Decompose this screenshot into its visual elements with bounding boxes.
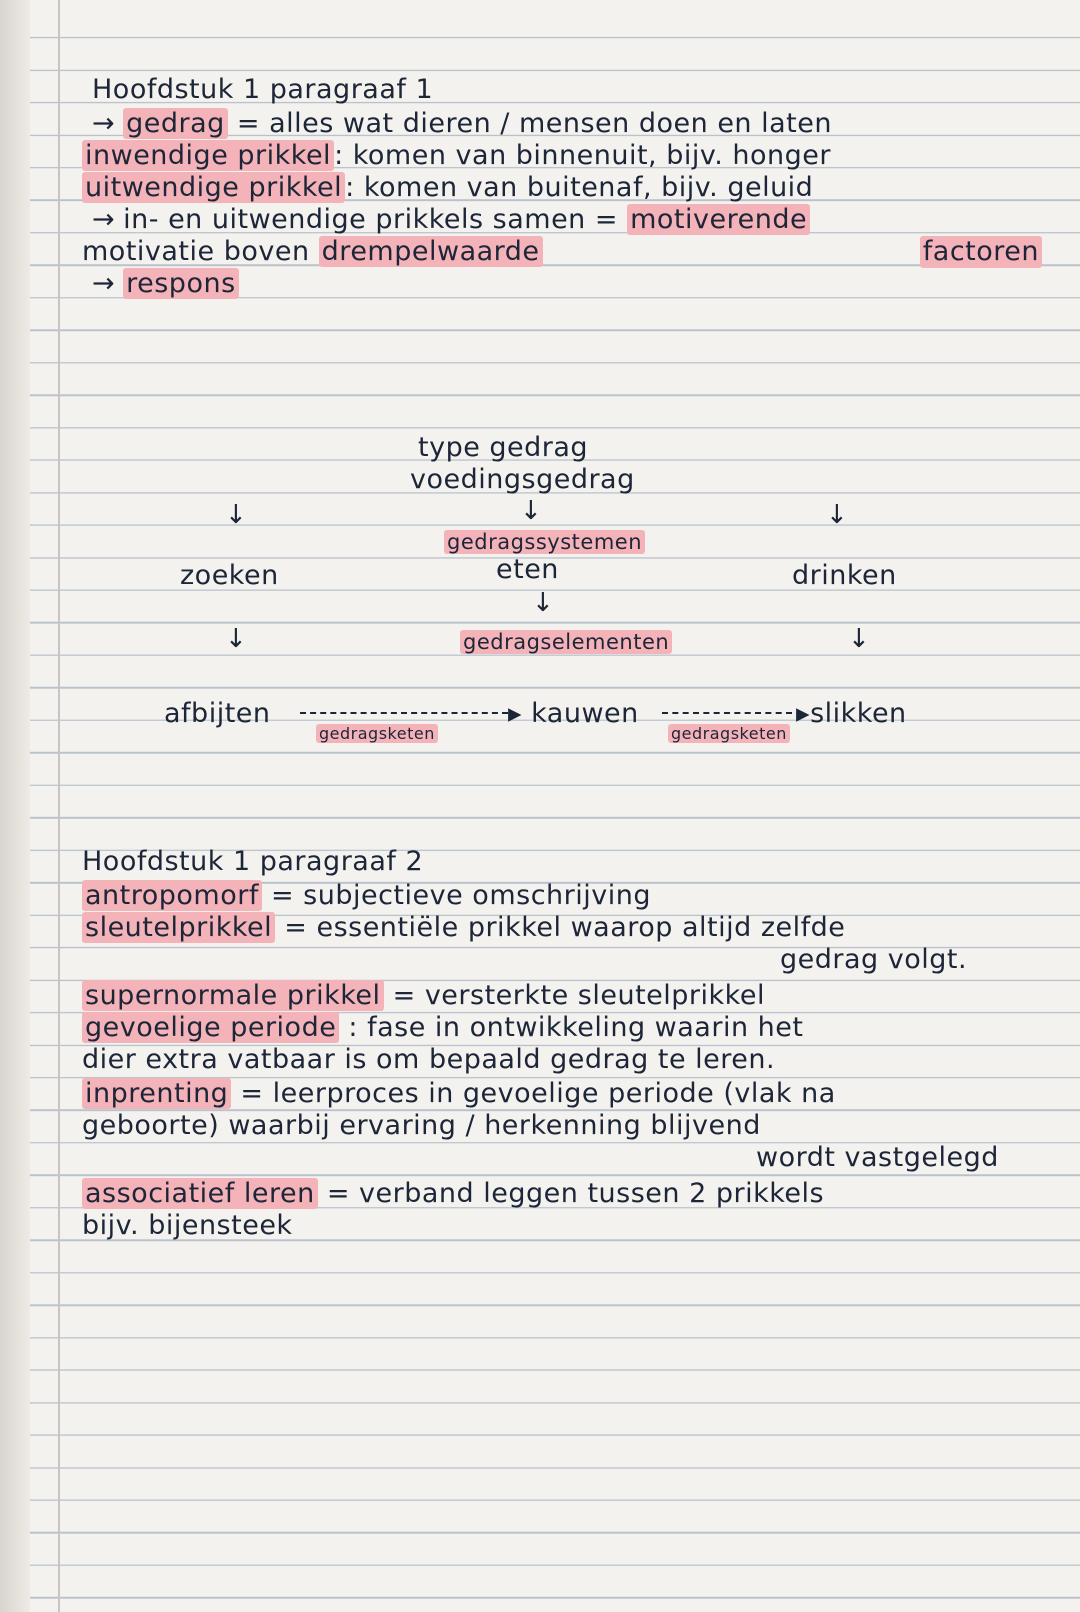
def-sleutelprikkel-cont: gedrag volgt.: [780, 944, 968, 975]
diagram-afbijten-label: afbijten: [164, 698, 271, 729]
section1-line6: [92, 268, 239, 300]
diagram-eten-label: eten: [496, 554, 559, 585]
arrow-right-icon: →: [92, 108, 116, 139]
term-gedragsketen-2: gedragsketen: [668, 724, 790, 743]
section1-line2: [82, 140, 831, 172]
term-motiverende: motiverende: [627, 204, 810, 235]
text-prikkels-samen: in- en uitwendige prikkels samen =: [123, 204, 619, 235]
term-drempelwaarde: drempelwaarde: [319, 236, 543, 267]
section1-heading: [92, 74, 433, 106]
def-gedrag: = alles wat dieren / mensen doen en laten: [236, 108, 832, 139]
term-inwendige-prikkel: inwendige prikkel: [82, 140, 334, 171]
arrow-down-icon: ↓: [225, 624, 247, 654]
term-sleutelprikkel: sleutelprikkel: [82, 912, 275, 943]
diagram-gedragselementen: [460, 626, 672, 658]
diagram-zoeken-label: zoeken: [180, 560, 279, 591]
section2-line1: [82, 880, 651, 912]
def-gevoelige-periode: : fase in ontwikkeling waarin het: [348, 1012, 804, 1043]
text-dier-extra-vatbaar: dier extra vatbaar is om bepaald gedrag te leren.: [82, 1044, 776, 1075]
def-inwendige-prikkel: : komen van binnenuit, bijv. honger: [334, 140, 831, 171]
diagram-eten: [496, 554, 559, 586]
section2-line6: [82, 1078, 836, 1110]
def-sleutelprikkel: = essentiële prikkel waarop altijd zelfde: [284, 912, 846, 943]
def-associatief-leren: = verband leggen tussen 2 prikkels: [326, 1178, 825, 1209]
section2-line2-cont: [780, 944, 967, 976]
dashed-arrow-line: [662, 712, 792, 714]
arrow-down-icon: ↓: [520, 496, 542, 526]
term-uitwendige-prikkel: uitwendige prikkel: [82, 172, 345, 203]
section2-line2: [82, 912, 845, 944]
arrow-right-small-icon: ▸: [508, 698, 532, 729]
diagram-drinken: [792, 560, 897, 592]
arrow-down-icon: ↓: [826, 500, 848, 530]
text-geboorte: geboorte) waarbij ervaring / herkenning blijvend: [82, 1110, 761, 1141]
dashed-arrow-line: [300, 712, 508, 714]
diagram-voeding-label: voedingsgedrag: [410, 464, 635, 495]
diagram-drinken-label: drinken: [792, 560, 897, 591]
section2-line7: [82, 1110, 761, 1142]
diagram-slikken-label: slikken: [810, 698, 907, 729]
section1-line1: [92, 108, 832, 140]
section1-heading-text: Hoofdstuk 1 paragraaf 1: [92, 74, 434, 105]
text-wordt-vastgelegd: wordt vastgelegd: [756, 1142, 999, 1173]
arrow-down-icon: ↓: [848, 624, 870, 654]
arrow-right-small-icon: ▸: [796, 698, 811, 729]
section1-line5: [82, 236, 1042, 268]
diagram-afbijten: [164, 698, 271, 730]
term-gedragselementen: gedragselementen: [460, 630, 672, 654]
term-gevoelige-periode: gevoelige periode: [82, 1012, 339, 1043]
term-gedrag: gedrag: [123, 108, 228, 139]
margin-line: [58, 0, 60, 1612]
text-motivatie-boven: motivatie boven: [82, 236, 310, 267]
diagram-type-label: type gedrag: [418, 432, 589, 463]
diagram-voedingsgedrag: [410, 464, 635, 496]
term-gedragsketen-1: gedragsketen: [316, 724, 438, 743]
term-inprenting: inprenting: [82, 1078, 231, 1109]
term-associatief-leren: associatief leren: [82, 1178, 318, 1209]
def-supernormale-prikkel: = versterkte sleutelprikkel: [392, 980, 765, 1011]
diagram-keten-2: [668, 718, 790, 750]
diagram-keten-1: [316, 718, 438, 750]
def-antropomorf: = subjectieve omschrijving: [270, 880, 651, 911]
diagram-kauwen: [508, 698, 639, 730]
def-uitwendige-prikkel: : komen van buitenaf, bijv. geluid: [345, 172, 814, 203]
section2-line5: [82, 1044, 775, 1076]
section1-line3: [82, 172, 813, 204]
section2-line3: [82, 980, 765, 1012]
diagram-kauwen-label: kauwen: [531, 698, 639, 729]
arrow-right-icon: →: [92, 268, 116, 299]
section2-line8: [756, 1142, 999, 1174]
diagram-zoeken: [180, 560, 279, 592]
diagram-type-gedrag: [418, 432, 588, 464]
section2-line10: [82, 1210, 293, 1242]
arrow-right-icon: →: [92, 204, 116, 235]
arrow-down-icon: ↓: [225, 500, 247, 530]
term-supernormale-prikkel: supernormale prikkel: [82, 980, 384, 1011]
text-bijensteek: bijv. bijensteek: [82, 1210, 293, 1241]
section2-line9: [82, 1178, 824, 1210]
arrow-down-icon: ↓: [532, 588, 554, 618]
notebook-spine: [0, 0, 30, 1612]
section1-line4: [92, 204, 810, 236]
section2-heading-text: Hoofdstuk 1 paragraaf 2: [82, 846, 424, 877]
section2-heading: [82, 846, 423, 878]
term-factoren: factoren: [920, 236, 1042, 268]
term-respons: respons: [123, 268, 239, 299]
term-antropomorf: antropomorf: [82, 880, 262, 911]
section2-line4: [82, 1012, 803, 1044]
def-inprenting: = leerproces in gevoelige periode (vlak na: [240, 1078, 836, 1109]
diagram-slikken: [796, 698, 907, 730]
term-gedragssystemen: gedragssystemen: [444, 530, 645, 554]
